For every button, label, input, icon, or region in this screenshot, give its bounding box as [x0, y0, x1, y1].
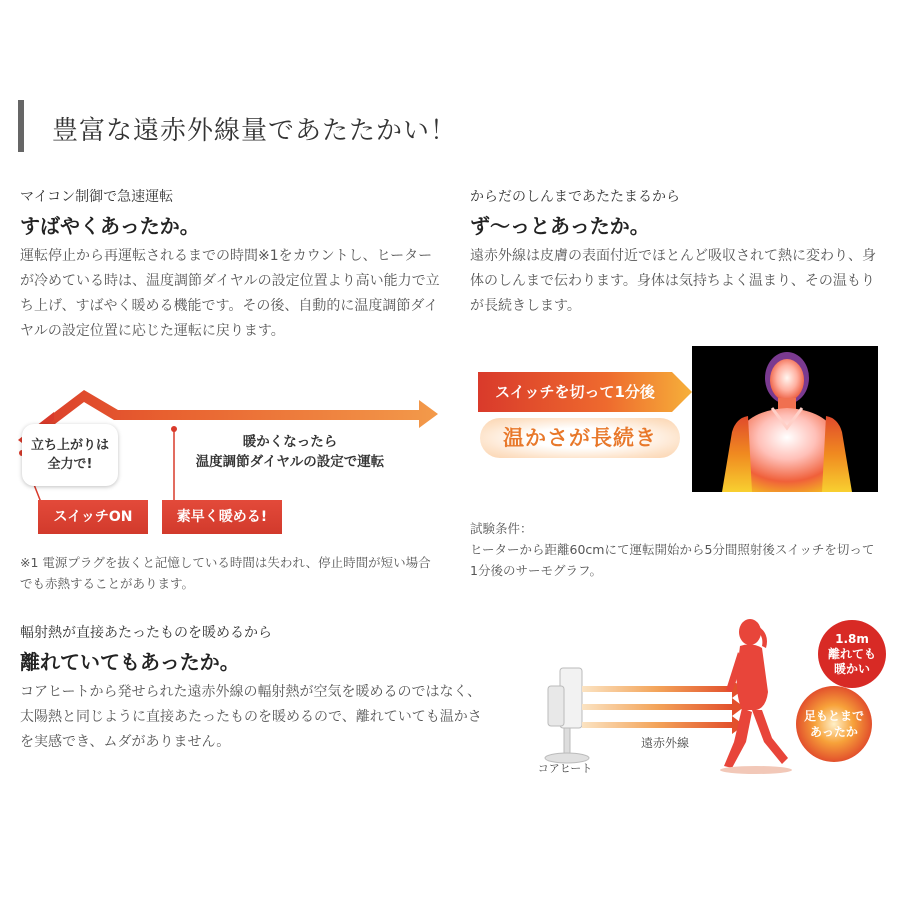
bubble-line-1: 立ち上がりは [30, 438, 109, 453]
feet-warm-badge [796, 708, 872, 740]
fast-heat-tag: 素早く暖める! [162, 500, 282, 534]
arrow-caption-line-1: 暖かくなったら [242, 434, 338, 450]
section1-body: 運転停止から再運転されるまでの時間※1をカウントし、ヒーターが冷めている時は、温度調節ダイヤルの設定位置より高い能力で立ち上げ、すばやく暖める機能です。その後、自動的に温度調節ダイヤルの設定位置に応じた運転に戻ります。 [20, 248, 440, 339]
warm-lasting-text: 温かさが長続き [503, 426, 657, 450]
arrow-caption-line-2: 温度調節ダイヤルの設定で運転 [195, 454, 385, 470]
radiant-heat-diagram [520, 612, 890, 782]
distance-text: 1.8m [835, 632, 869, 646]
far-infrared-label: 遠赤外線 [640, 736, 689, 750]
section1-footnote: ※1 電源プラグを抜くと記憶している時間は失われ、停止時間が短い場合でも赤熱することがあります。 [20, 555, 431, 591]
warm-lasting-badge [480, 418, 680, 458]
page-title: 豊富な遠赤外線量であたたかい！ [52, 116, 458, 146]
test-condition-label: 試験条件： [470, 521, 533, 536]
title-accent-bar [18, 100, 24, 152]
full-power-bubble [22, 424, 118, 486]
section3-lead: 離れていてもあったか。 [20, 650, 240, 674]
section2-subtitle: からだのしんまであたたまるから [470, 189, 680, 205]
distance-warm-line-3: 暖かい [833, 662, 870, 676]
feet-warm-line-2: あったか [810, 725, 858, 739]
arrow-caption [162, 432, 418, 472]
section3-body: コアヒートから発せられた遠赤外線の輻射熱が空気を暖めるのではなく、太陽熱と同じように直接あたったものを暖めるので、離れていても温かさを実感でき、ムダがありません。 [20, 684, 482, 750]
section1-subtitle: マイコン制御で急速運転 [20, 189, 174, 205]
bubble-line-2: 全力で! [47, 457, 93, 472]
test-condition-body: ヒーターから距離60cmにて運転開始から5分間照射後スイッチを切って1分後のサーモグラフ。 [470, 542, 875, 578]
section2-lead: ず〜っとあったか。 [470, 214, 650, 238]
section2-body: 遠赤外線は皮膚の表面付近でほとんど吸収されて熱に変わり、身体のしんまで伝わります。身体は気持ちよく温まり、その温もりが長続きします。 [470, 248, 876, 314]
quick-heat-diagram [14, 382, 444, 542]
switch-off-banner [478, 372, 692, 412]
core-heat-label: コアヒート [537, 762, 593, 775]
feet-warm-line-1: 足もとまで [803, 709, 864, 723]
section3-subtitle: 輻射熱が直接あたったものを暖めるから [20, 625, 272, 641]
thermograph-image [692, 346, 878, 492]
switch-on-tag: スイッチON [38, 500, 148, 534]
distance-warm-line-2: 離れても [827, 647, 876, 661]
distance-warm-badge [818, 632, 886, 677]
switch-off-banner-text: スイッチを切って1分後 [495, 383, 655, 401]
section1-lead: すばやくあったか。 [20, 214, 200, 238]
thermograph-figure [692, 346, 878, 492]
